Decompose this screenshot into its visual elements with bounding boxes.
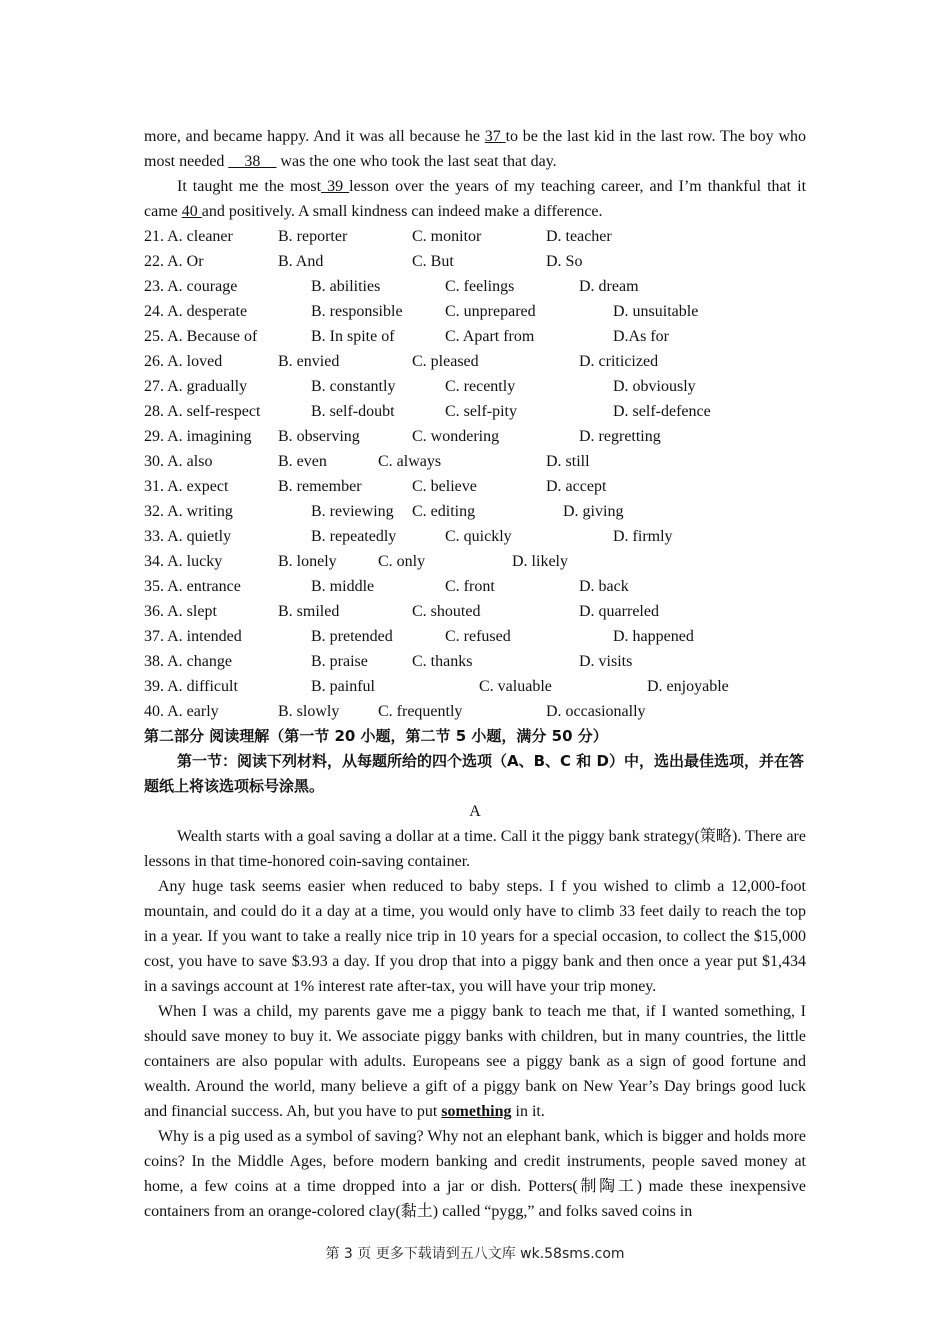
page-content — [144, 124, 806, 1224]
article-paragraph-3 — [144, 999, 806, 1124]
option-row-40 — [144, 699, 806, 724]
passage-text: to be the last kid in the last row. The boy — [505, 128, 774, 145]
passage-text: It taught me the most — [177, 178, 322, 195]
option-a: 38. A. change — [144, 653, 232, 670]
option-b: B. observing — [278, 428, 360, 445]
option-d: D. visits — [579, 653, 633, 670]
option-c: C. wondering — [412, 428, 500, 445]
underlined-word: something — [441, 1103, 512, 1120]
option-b: B. middle — [311, 578, 375, 595]
option-row-27 — [144, 374, 806, 399]
option-c: C. front — [445, 578, 495, 595]
option-d: D. enjoyable — [647, 678, 729, 695]
option-c: C. only — [378, 553, 426, 570]
option-b: B. repeatedly — [311, 528, 397, 545]
option-a: 36. A. slept — [144, 603, 217, 620]
option-b: B. praise — [311, 653, 368, 670]
option-b: B. In spite of — [311, 328, 395, 345]
option-row-24 — [144, 299, 806, 324]
option-b: B. even — [278, 453, 327, 470]
option-b: B. And — [278, 253, 324, 270]
option-c: C. pleased — [412, 353, 479, 370]
option-b: B. lonely — [278, 553, 337, 570]
option-b: B. smiled — [278, 603, 340, 620]
option-c: C. frequently — [378, 703, 463, 720]
passage-text: and positively. A small kindness can indeed make a difference. — [201, 203, 603, 220]
option-row-32 — [144, 499, 806, 524]
option-c: C. always — [378, 453, 442, 470]
option-d: D. occasionally — [546, 703, 646, 720]
option-d: D. happened — [613, 628, 694, 645]
option-d: D. likely — [512, 553, 568, 570]
option-b: B. responsible — [311, 303, 403, 320]
option-c: C. thanks — [412, 653, 473, 670]
cloze-options — [144, 224, 806, 724]
option-d: D.As for — [613, 328, 669, 345]
blank-39: 39 — [321, 178, 350, 195]
option-row-28 — [144, 399, 806, 424]
option-b: B. self-doubt — [311, 403, 395, 420]
option-b: B. abilities — [311, 278, 381, 295]
option-b: B. pretended — [311, 628, 393, 645]
option-row-38 — [144, 649, 806, 674]
option-row-39 — [144, 674, 806, 699]
option-a: 31. A. expect — [144, 478, 229, 495]
option-row-31 — [144, 474, 806, 499]
option-a: 23. A. courage — [144, 278, 238, 295]
option-row-29 — [144, 424, 806, 449]
option-d: D. back — [579, 578, 629, 595]
section-heading: 第二部分 阅读理解（第一节 20 小题，第二节 5 小题，满分 50 分） — [144, 727, 608, 745]
option-row-34 — [144, 549, 806, 574]
option-d: D. teacher — [546, 228, 612, 245]
option-c: C. editing — [412, 503, 476, 520]
option-a: 25. A. Because of — [144, 328, 258, 345]
option-a: 24. A. desperate — [144, 303, 248, 320]
option-row-36 — [144, 599, 806, 624]
option-row-26 — [144, 349, 806, 374]
option-a: 32. A. writing — [144, 503, 233, 520]
option-d: D. obviously — [613, 378, 696, 395]
section-instruction: 第一节：阅读下列材料，从每题所给的四个选项（A、B、C 和 D）中，选出最佳选项，并在答题纸上将该选项标号涂黑。 — [144, 752, 804, 795]
option-a: 33. A. quietly — [144, 528, 232, 545]
article-text: When I was a child, my parents gave me a piggy bank to teach me that, if I wanted something, I should save money to buy it. We associate piggy banks with children, but in many countries, the little containers are also popular with adults. Europeans see a piggy bank as a sign of good fortune and wealth. Around the world, many believe a gift of a piggy bank on New Year’s Day brings good luck and financial success. Ah, but you have to put — [144, 1003, 806, 1120]
option-a: 22. A. Or — [144, 253, 204, 270]
option-a: 34. A. lucky — [144, 553, 223, 570]
option-c: C. feelings — [445, 278, 515, 295]
option-a: 27. A. gradually — [144, 378, 248, 395]
passage-text: lesson over the years of my teaching career, and I’m thankful that it came — [144, 178, 807, 220]
option-d: D. unsuitable — [613, 303, 699, 320]
option-row-33 — [144, 524, 806, 549]
option-d: D. criticized — [579, 353, 659, 370]
option-d: D. self-defence — [613, 403, 711, 420]
blank-37: 37 — [484, 128, 506, 145]
option-a: 37. A. intended — [144, 628, 242, 645]
option-a: 35. A. entrance — [144, 578, 241, 595]
option-c: C. valuable — [479, 678, 552, 695]
option-row-23 — [144, 274, 806, 299]
page-footer: 第 3 页 更多下载请到五八文库 wk.58sms.com — [325, 1246, 625, 1262]
option-d: D. So — [546, 253, 583, 270]
option-c: C. Apart from — [445, 328, 535, 345]
option-b: B. painful — [311, 678, 375, 695]
option-b: B. reporter — [278, 228, 348, 245]
option-b: B. reviewing — [311, 503, 394, 520]
option-b: B. remember — [278, 478, 362, 495]
blank-38: __38__ — [228, 153, 277, 170]
option-a: 40. A. early — [144, 703, 219, 720]
option-row-35 — [144, 574, 806, 599]
option-row-22 — [144, 249, 806, 274]
option-d: D. accept — [546, 478, 607, 495]
option-c: C. quickly — [445, 528, 512, 545]
article-paragraph-2: Any huge task seems easier when reduced to baby steps. I f you wished to climb a 12,000-foot mountain, and could do it a day at a time, you would only have to climb 33 feet daily to reach the top in a year. If you want to take a really nice trip in 10 years for a special occasion, to collect the $15,000 cost, you have to save $3.93 a day. If you drop that into a piggy bank and then once a year put $1,434 in a savings account at 1% interest rate after-tax, you will have your trip money. — [144, 878, 806, 995]
article-text: in it. — [511, 1103, 545, 1120]
option-a: 21. A. cleaner — [144, 228, 233, 245]
option-c: C. self-pity — [445, 403, 517, 420]
passage-label: A — [469, 803, 481, 820]
passage-text: more, and became happy. And it was all because he — [144, 128, 485, 145]
option-b: B. envied — [278, 353, 340, 370]
option-row-37 — [144, 624, 806, 649]
option-a: 28. A. self-respect — [144, 403, 261, 420]
option-c: C. unprepared — [445, 303, 536, 320]
option-a: 39. A. difficult — [144, 678, 238, 695]
option-a: 29. A. imagining — [144, 428, 252, 445]
passage-text: was the one who took the last seat that day. — [276, 153, 557, 170]
option-c: C. shouted — [412, 603, 481, 620]
option-row-30 — [144, 449, 806, 474]
option-c: C. recently — [445, 378, 516, 395]
passage-final-paragraph — [144, 174, 806, 224]
option-d: D. giving — [563, 503, 624, 520]
option-d: D. regretting — [579, 428, 661, 445]
option-c: C. believe — [412, 478, 477, 495]
option-d: D. firmly — [613, 528, 673, 545]
blank-40: 40 — [181, 203, 202, 220]
option-d: D. quarreled — [579, 603, 659, 620]
option-row-21 — [144, 224, 806, 249]
article-paragraph-1: Wealth starts with a goal saving a dollar at a time. Call it the piggy bank strategy(策略). There are lessons in that time-honored coin-saving container. — [144, 828, 806, 870]
option-c: C. monitor — [412, 228, 482, 245]
option-row-25 — [144, 324, 806, 349]
option-d: D. still — [546, 453, 590, 470]
option-d: D. dream — [579, 278, 639, 295]
option-a: 26. A. loved — [144, 353, 223, 370]
article-paragraph-4: Why is a pig used as a symbol of saving? Why not an elephant bank, which is bigger and holds more coins? In the Middle Ages, before modern banking and credit instruments, people saved money at home, a few coins at a time dropped into a jar or dish. Potters(制陶工) made these inexpensive containers from an orange-colored clay(黏土) called “pygg,” and folks saved coins in — [144, 1128, 806, 1220]
passage-continuation — [144, 124, 806, 174]
option-b: B. constantly — [311, 378, 396, 395]
option-c: C. refused — [445, 628, 511, 645]
option-b: B. slowly — [278, 703, 340, 720]
option-c: C. But — [412, 253, 454, 270]
passage-text: who most needed — [144, 128, 807, 170]
option-a: 30. A. also — [144, 453, 213, 470]
